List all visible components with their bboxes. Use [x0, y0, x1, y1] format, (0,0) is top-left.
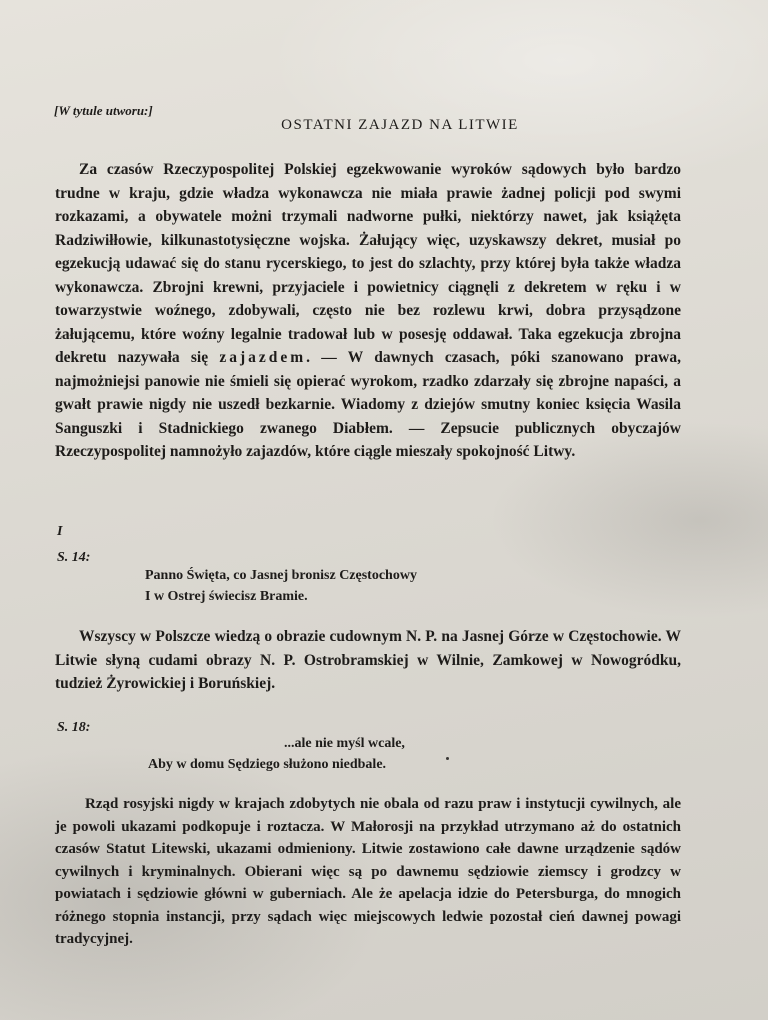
- note2-reference: S. 18:: [57, 720, 91, 735]
- note-tag: [W tytule utworu:]: [54, 103, 153, 118]
- note1-paragraph: Wszyscy w Polszcze wiedzą o obrazie cudownym N. P. na Jasnej Górze w Częstochowie. W Litwie słyną cudami obrazy N. P. Ostrobramskiej w Wilnie, Zamkowej w Nowogródku, tudzież Żyrowickiej i Boruńskiej.: [55, 628, 681, 692]
- note1-quote-line1: Panno Święta, co Jasnej bronisz Częstochowy: [145, 568, 417, 583]
- note2-quote-line2: Aby w domu Sędziego służono niedbale.: [148, 757, 387, 772]
- note1-reference: S. 14:: [57, 550, 91, 565]
- intro-text-before: Za czasów Rzeczypospolitej Polskiej egzekwowanie wyroków sądowych było bardzo trudne w kraju, gdzie władza wykonawcza nie miała prawie żadnej policji pod swymi rozkazami, a obywatele możni trzymali nadworne pułki, niektórzy nawet, jak książęta Radziwiłłowie, kilkunastotysięczne wojska. Żałujący więc, uzyskawszy dekret, musiał po egzekucją udawać się do stanu rycerskiego, to jest do szlachty, przy której była także władza wykonawcza. Zbrojni krewni, przyjaciele i powietnicy ciągnęli z dekretem w ręku i w towarzystwie woźnego, zdobywali, często nie bez rozlewu krwi, dobra przysądzone żałującemu, które woźny legalnie tradował lub w posesję oddawał. Taka egzekucja zbrojna dekretu nazywała się: [55, 161, 681, 366]
- ink-speck: [446, 757, 449, 760]
- intro-text-after: . — W dawnych czasach, póki szanowano prawa, najmożniejsi panowie nie śmieli się opierać wyrokom, rzadko zdarzały się zbrojne napaści, a gwałt prawie nigdy nie uszedł bezkarnie. Wiadomy z dziejów smutny koniec księcia Wasila Sanguszki i Stadnickiego zwanego Diabłem. — Zepsucie publicznych obyczajów Rzeczypospolitej namnożyło zajazdów, które ciągle mieszały spokojność Litwy.: [55, 349, 681, 460]
- note1-quote-line2: I w Ostrej świecisz Bramie.: [145, 589, 308, 604]
- intro-paragraph: [55, 158, 681, 464]
- note2-quote: [148, 733, 405, 775]
- note2-paragraph: Rząd rosyjski nigdy w krajach zdobytych nie obala od razu praw i instytucji cywilnych, ale je powoli ukazami podkopuje i roztacza. W Małorosji na przykład utrzymano aż do ostatnich czasów Statut Litewski, ukazami odmieniony. Litwie zostawiono całe dawne urządzenie sądów cywilnych i kryminalnych. Obierani więc są po dawnemu sędziowie ziemscy i grodzcy w powiatach i sędziowie główni w guberniach. Ale że apelacja idzie do Petersburga, do mnogich różnego stopnia instancji, przy sądach więc miejscowych ledwie pozostał cień dawnej powagi tradycyjnej.: [55, 796, 681, 947]
- chapter-title: OSTATNI ZAJAZD NA LITWIE: [281, 117, 519, 133]
- note1-quote: [145, 565, 417, 607]
- section-number: I: [57, 524, 63, 539]
- intro-emphasis: zajazdem: [219, 349, 307, 366]
- note2-quote-line1: ...ale nie myśl wcale,: [284, 736, 405, 751]
